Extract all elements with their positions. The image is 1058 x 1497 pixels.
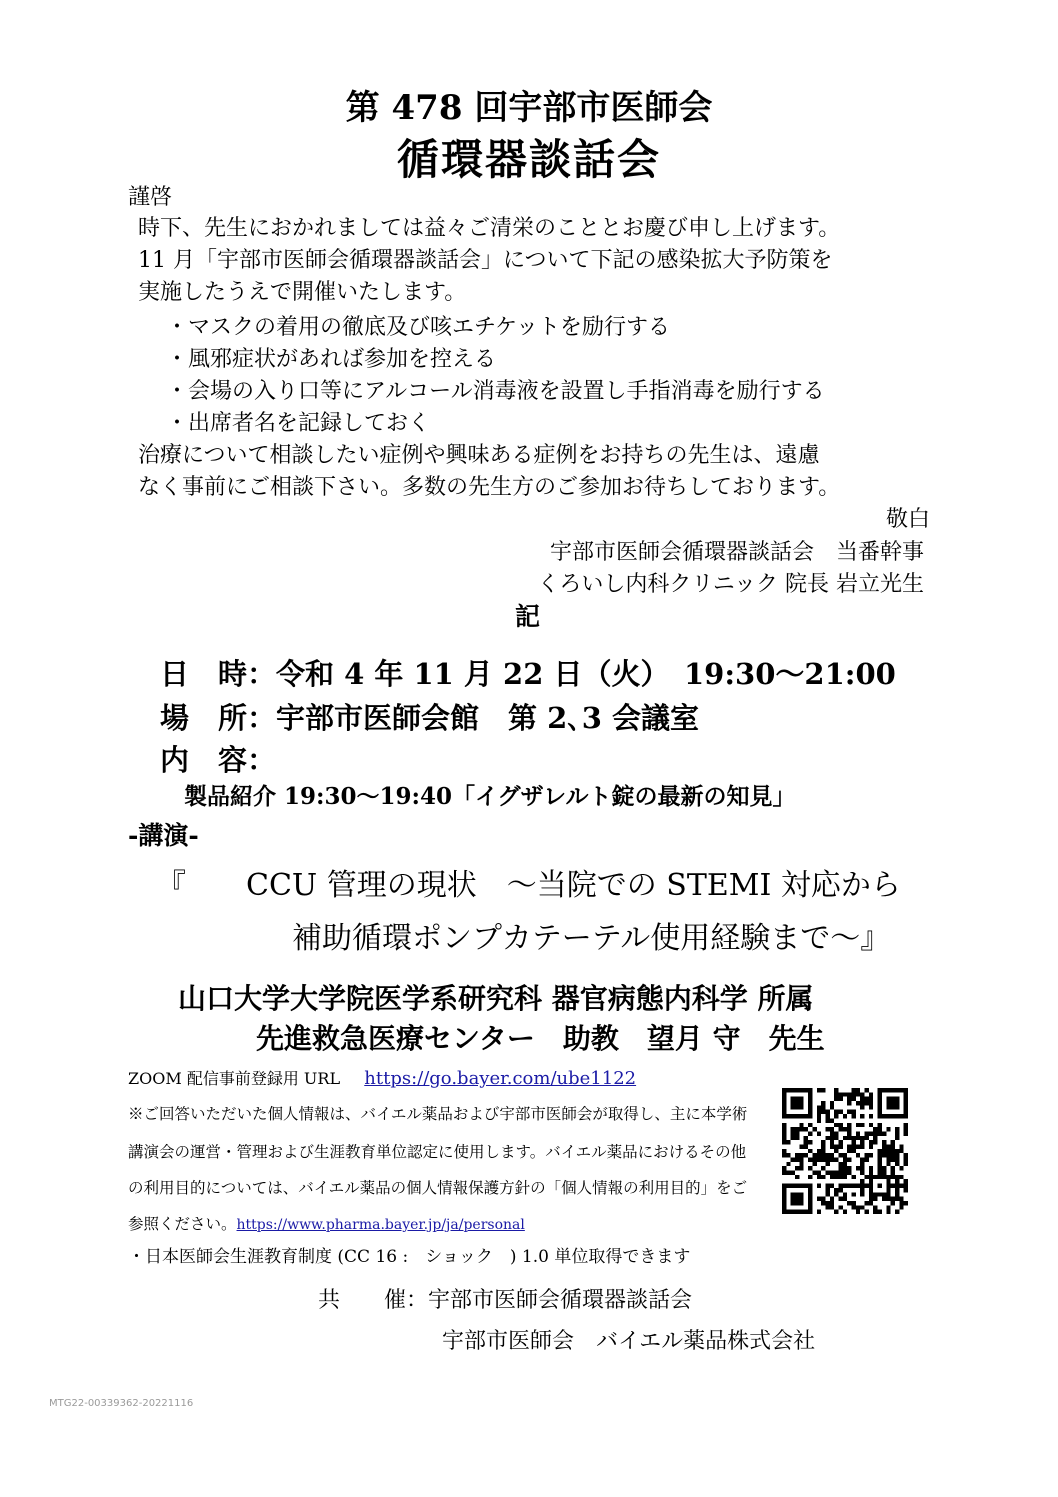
greeting-line: 時下、先生におかれましては益々ご清栄のこととお慶び申し上げます。 bbox=[138, 216, 841, 241]
lecture-heading: -講演- bbox=[128, 821, 199, 850]
event-title-line1: 第 478 回宇部市医師会 bbox=[345, 88, 713, 128]
event-content-label: 内 容： bbox=[160, 743, 277, 777]
event-place: 場 所：宇部市医師会館 第 2､3 会議室 bbox=[160, 701, 700, 735]
zoom-registration-label: ZOOM 配信事前登録用 URL bbox=[128, 1069, 341, 1088]
event-title-line2: 循環器談話会 bbox=[396, 135, 661, 184]
greeting-line: 11 月「宇部市医師会循環器談話会」について下記の感染拡大予防策を bbox=[138, 248, 833, 273]
privacy-notice-line: の利用目的については、バイエル薬品の個人情報保護方針の「個人情報の利用目的」をご bbox=[128, 1179, 748, 1197]
ki-mark: 記 bbox=[515, 602, 541, 631]
measure-item: ・風邪症状があれば参加を控える bbox=[166, 347, 497, 372]
measure-item: ・出席者名を記録しておく bbox=[166, 411, 431, 436]
privacy-notice-prefix: 参照ください。 bbox=[128, 1215, 237, 1233]
closing-keihaku: 敬白 bbox=[885, 507, 930, 532]
document-code: MTG22-00339362-20221116 bbox=[49, 1398, 194, 1409]
cme-credit: ・日本医師会生涯教育制度 (CC 16 : ショック ) 1.0 単位取得できます bbox=[128, 1247, 691, 1267]
greeting-line: 実施したうえで開催いたします。 bbox=[138, 280, 467, 305]
lecture-title-line1: 『 CCU 管理の現状 ～当院での STEMI 対応から bbox=[156, 868, 901, 903]
signature-line: くろいし内科クリニック 院長 岩立光生 bbox=[537, 572, 924, 597]
measure-item: ・会場の入り口等にアルコール消毒液を設置し手指消毒を励行する bbox=[166, 379, 825, 404]
lecture-title-line2: 補助循環ポンプカテーテル使用経験まで～』 bbox=[292, 921, 891, 956]
sponsor-line2: 宇部市医師会 バイエル薬品株式会社 bbox=[442, 1329, 816, 1354]
zoom-registration-row bbox=[128, 1066, 636, 1089]
speaker-affiliation: 山口大学大学院医学系研究科 器官病態内科学 所属 bbox=[178, 982, 814, 1015]
privacy-policy-link[interactable]: https://www.pharma.bayer.jp/ja/personal bbox=[236, 1217, 525, 1233]
privacy-notice-line bbox=[128, 1212, 525, 1234]
speaker-name: 先進救急医療センター 助教 望月 守 先生 bbox=[256, 1022, 825, 1055]
qr-code-icon[interactable] bbox=[782, 1088, 908, 1214]
closing-line: 治療について相談したい症例や興味ある症例をお持ちの先生は、遠慮 bbox=[138, 443, 820, 468]
sponsor-line1: 共 催：宇部市医師会循環器談話会 bbox=[318, 1288, 693, 1313]
greeting-opening: 謹啓 bbox=[128, 185, 173, 210]
product-intro: 製品紹介 19:30～19:40「イグザレルト錠の最新の知見」 bbox=[184, 783, 796, 810]
signature-line: 宇部市医師会循環器談話会 当番幹事 bbox=[549, 540, 924, 565]
measure-item: ・マスクの着用の徹底及び咳エチケットを励行する bbox=[166, 315, 671, 340]
privacy-notice-line: 講演会の運営・管理および生涯教育単位認定に使用します。バイエル薬品におけるその他 bbox=[128, 1143, 747, 1161]
privacy-notice-line: ※ご回答いただいた個人情報は、バイエル薬品および宇部市医師会が取得し、主に本学術 bbox=[128, 1105, 748, 1123]
zoom-registration-link[interactable]: https://go.bayer.com/ube1122 bbox=[364, 1068, 637, 1089]
event-datetime: 日 時：令和 4 年 11 月 22 日（火） 19:30～21:00 bbox=[160, 657, 896, 691]
closing-line: なく事前にご相談下さい。多数の先生方のご参加お待ちしております。 bbox=[138, 475, 841, 500]
